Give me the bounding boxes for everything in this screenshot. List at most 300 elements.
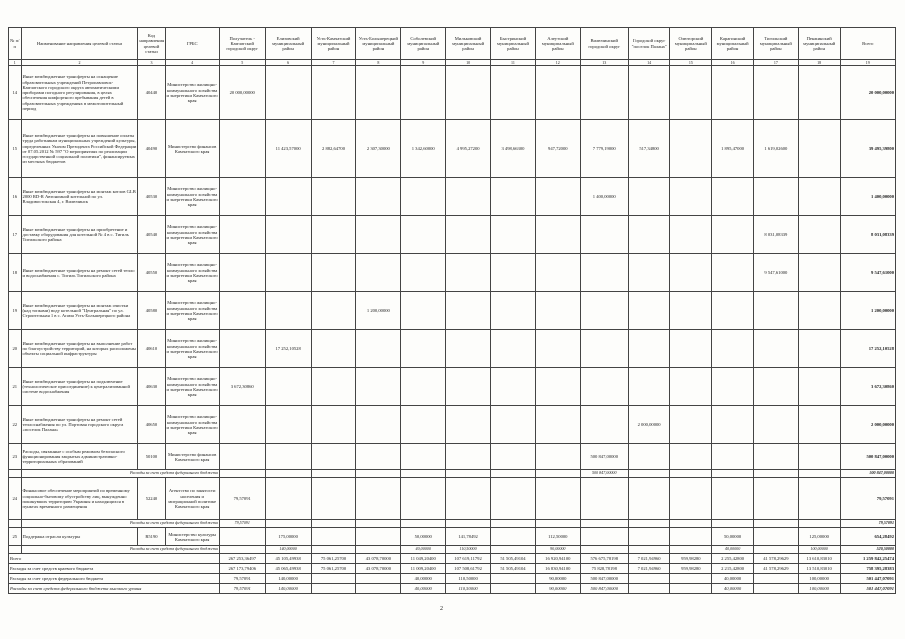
- value-cell: [535, 292, 580, 330]
- value-cell: [753, 292, 798, 330]
- column-header: Всего: [840, 28, 895, 60]
- value-cell: [311, 470, 356, 478]
- value-cell: [311, 254, 356, 292]
- row-code: 40650: [138, 406, 165, 444]
- value-cell: [798, 120, 840, 178]
- value-cell: [670, 216, 712, 254]
- value-cell: [580, 330, 628, 368]
- table-row: [9, 368, 896, 406]
- column-number: 12: [535, 60, 580, 66]
- column-header: Мильковский муниципальный район: [446, 28, 491, 60]
- totals-value: 110,50000: [446, 584, 491, 594]
- value-cell: [265, 444, 311, 470]
- value-cell: [265, 216, 311, 254]
- totals-value: 43 078,70000: [356, 564, 401, 574]
- totals-value: 90,00000: [535, 574, 580, 584]
- row-name: Иные межбюджетные трансферты на монтаж котлов GLB 2000 RD-R Автономной котельной по ул. Владивостокская 4, г. Вилючинск: [21, 178, 138, 216]
- value-cell: 500 847,00000: [580, 470, 628, 478]
- value-cell: [712, 368, 754, 406]
- value-cell: [670, 520, 712, 528]
- value-cell: [798, 444, 840, 470]
- value-cell: [446, 470, 491, 478]
- column-header: № п/п: [9, 28, 22, 60]
- row-number: 15: [9, 120, 22, 178]
- value-cell: [401, 478, 446, 520]
- column-header: Усть-Большерецкий муниципальный район: [356, 28, 401, 60]
- value-cell: [580, 216, 628, 254]
- total-cell: 20 000,00000: [840, 66, 895, 120]
- row-name: Иные межбюджетные трансферты на монтаж очистки (над топками) воду котельной "Центральная" по ул. Строительная 1 в с. Апача Усть-Большерецкого района: [21, 292, 138, 330]
- value-cell: [446, 178, 491, 216]
- table-row: [9, 254, 896, 292]
- row-code: 40580: [138, 292, 165, 330]
- row-grbs: Министерство жилищно-коммунального хозяйства и энергетики Камчатского края: [165, 216, 219, 254]
- total-cell: 500 847,00000: [840, 444, 895, 470]
- row-grbs: Министерство жилищно-коммунального хозяйства и энергетики Камчатского края: [165, 330, 219, 368]
- value-cell: [219, 120, 265, 178]
- totals-value: 267 173,79406: [219, 564, 265, 574]
- column-header: Олюторский муниципальный район: [670, 28, 712, 60]
- totals-value: [491, 574, 536, 584]
- table-row: [9, 444, 896, 470]
- value-cell: [401, 444, 446, 470]
- value-cell: [535, 330, 580, 368]
- value-cell: [712, 330, 754, 368]
- totals-value: 40,00000: [401, 574, 446, 584]
- totals-value: 41 578,29629: [753, 564, 798, 574]
- row-name: Поддержка отрасли культуры: [21, 528, 138, 546]
- column-number: 19: [840, 60, 895, 66]
- value-cell: 100,00000: [798, 546, 840, 554]
- value-cell: [491, 368, 536, 406]
- value-cell: 3 672,30860: [219, 368, 265, 406]
- row-name: Финансовое обеспечение мероприятий по временному социально-бытовому обустройству лиц, вынужденно покинувших территорию Украины и находящихся в пунктах временного размещения: [21, 478, 138, 520]
- value-cell: [628, 470, 670, 478]
- value-cell: [356, 444, 401, 470]
- value-cell: [670, 254, 712, 292]
- value-cell: [798, 368, 840, 406]
- value-cell: 90,00000: [535, 546, 580, 554]
- value-cell: [311, 478, 356, 520]
- totals-value: 79,57091: [219, 574, 265, 584]
- value-cell: [753, 178, 798, 216]
- totals-value: [311, 574, 356, 584]
- row-name: Иные межбюджетные трансферты на подключение (технологическое присоединение) к централизованной системе водоснабжения: [21, 368, 138, 406]
- value-cell: [446, 254, 491, 292]
- total-cell: 9 547,61000: [840, 254, 895, 292]
- value-cell: [219, 292, 265, 330]
- total-cell: 520,50000: [840, 546, 895, 554]
- column-header: Быстринский муниципальный район: [491, 28, 536, 60]
- value-cell: [670, 66, 712, 120]
- value-cell: [753, 444, 798, 470]
- row-number: 25: [9, 528, 22, 546]
- column-header: Вилючинский городской округ: [580, 28, 628, 60]
- value-cell: [311, 528, 356, 546]
- totals-value: 45 105,49938: [265, 554, 311, 564]
- total-cell: 1 200,00000: [840, 292, 895, 330]
- value-cell: [535, 66, 580, 120]
- value-cell: [491, 292, 536, 330]
- row-number: 16: [9, 178, 22, 216]
- column-number: 4: [165, 60, 219, 66]
- row-number: 19: [9, 292, 22, 330]
- value-cell: [265, 178, 311, 216]
- totals-value: 75 061,25700: [311, 554, 356, 564]
- column-number: 10: [446, 60, 491, 66]
- totals-value: 90,00000: [535, 584, 580, 594]
- value-cell: 2 882,64700: [311, 120, 356, 178]
- column-header: Получатель - Камчатский городской округ: [219, 28, 265, 60]
- row-name: Иные межбюджетные трансферты на выполнение работ по благоустройству территорий, на которых расположены объекты социальной инфраструктуры: [21, 330, 138, 368]
- totals-value: 140,00000: [265, 574, 311, 584]
- value-cell: [712, 178, 754, 216]
- value-cell: [798, 178, 840, 216]
- value-cell: [446, 444, 491, 470]
- column-header: Соболевский муниципальный район: [401, 28, 446, 60]
- value-cell: [491, 528, 536, 546]
- value-cell: [670, 330, 712, 368]
- totals-value: 43 078,70000: [356, 554, 401, 564]
- value-cell: 141,78492: [446, 528, 491, 546]
- value-cell: [580, 292, 628, 330]
- value-cell: [446, 368, 491, 406]
- totals-value: 107 619,11792: [446, 554, 491, 564]
- total-cell: 3 672,30860: [840, 368, 895, 406]
- row-name: Иные межбюджетные трансферты на ремонт сетей тепло и водоснабжения с. Тигиль Тигильского района: [21, 254, 138, 292]
- value-cell: [798, 478, 840, 520]
- row-name: Иные межбюджетные трансферты на ремонт сетей теплоснабжения по ул. Портовая городского округа «поселок Палана»: [21, 406, 138, 444]
- value-cell: [712, 444, 754, 470]
- value-cell: [712, 406, 754, 444]
- column-header: Алеутский муниципальный район: [535, 28, 580, 60]
- value-cell: [401, 470, 446, 478]
- value-cell: [356, 66, 401, 120]
- value-cell: [446, 216, 491, 254]
- totals-row: [9, 574, 896, 584]
- row-number-cell: [9, 470, 22, 478]
- totals-value: 41 578,29629: [753, 554, 798, 564]
- budget-table: [8, 27, 896, 594]
- value-cell: [491, 520, 536, 528]
- totals-value: 79,57091: [219, 584, 265, 594]
- column-number: 2: [21, 60, 138, 66]
- totals-value: 75 828,78198: [580, 564, 628, 574]
- value-cell: [265, 292, 311, 330]
- column-number: 5: [219, 60, 265, 66]
- value-cell: [356, 254, 401, 292]
- value-cell: [311, 66, 356, 120]
- value-cell: [265, 66, 311, 120]
- value-cell: [265, 406, 311, 444]
- totals-row: [9, 584, 896, 594]
- value-cell: [535, 406, 580, 444]
- row-number-cell: [9, 520, 22, 528]
- value-cell: [356, 520, 401, 528]
- totals-value: 13 510,83010: [798, 564, 840, 574]
- row-number: 20: [9, 330, 22, 368]
- value-cell: [311, 406, 356, 444]
- column-number: 3: [138, 60, 165, 66]
- value-cell: 1 895,47000: [712, 120, 754, 178]
- value-cell: 50,00000: [712, 528, 754, 546]
- value-cell: [628, 528, 670, 546]
- totals-value: 959,98280: [670, 554, 712, 564]
- table-subrow: [9, 546, 896, 554]
- value-cell: 517,34800: [628, 120, 670, 178]
- totals-value: 267 253,36497: [219, 554, 265, 564]
- value-cell: [356, 470, 401, 478]
- totals-value: 107 508,61792: [446, 564, 491, 574]
- subrow-label: Расходы за счет средств федерального бюджета: [21, 470, 219, 478]
- value-cell: [670, 292, 712, 330]
- value-cell: 8 031,08339: [753, 216, 798, 254]
- row-number: 14: [9, 66, 22, 120]
- totals-value: [356, 574, 401, 584]
- value-cell: [753, 330, 798, 368]
- totals-row: [9, 554, 896, 564]
- value-cell: [628, 178, 670, 216]
- column-number: 7: [311, 60, 356, 66]
- row-code: 40530: [138, 178, 165, 216]
- totals-value: 2 215,42800: [712, 564, 754, 574]
- value-cell: [401, 292, 446, 330]
- value-cell: [753, 368, 798, 406]
- value-cell: 79,57091: [219, 520, 265, 528]
- value-cell: [401, 66, 446, 120]
- value-cell: [712, 66, 754, 120]
- column-header: Городской округ "поселок Палана": [628, 28, 670, 60]
- totals-value: 100,00000: [798, 574, 840, 584]
- value-cell: 1 619,02600: [753, 120, 798, 178]
- table-row: [9, 478, 896, 520]
- value-cell: [535, 520, 580, 528]
- totals-total: 501 447,07091: [840, 584, 895, 594]
- totals-row: [9, 564, 896, 574]
- value-cell: [219, 254, 265, 292]
- row-grbs: Министерство жилищно-коммунального хозяйства и энергетики Камчатского края: [165, 406, 219, 444]
- totals-value: 45 065,49938: [265, 564, 311, 574]
- totals-value: 40,00000: [712, 574, 754, 584]
- value-cell: 140,00000: [265, 546, 311, 554]
- value-cell: 2 307,30000: [356, 120, 401, 178]
- value-cell: [446, 520, 491, 528]
- value-cell: [491, 546, 536, 554]
- value-cell: [356, 546, 401, 554]
- value-cell: 947,72000: [535, 120, 580, 178]
- value-cell: [580, 368, 628, 406]
- value-cell: [798, 216, 840, 254]
- column-header: Код направления целевой статьи: [138, 28, 165, 60]
- totals-value: 500 847,00000: [580, 584, 628, 594]
- value-cell: 20 000,00000: [219, 66, 265, 120]
- total-cell: 2 000,00000: [840, 406, 895, 444]
- value-cell: [219, 470, 265, 478]
- value-cell: [580, 528, 628, 546]
- table-subrow: [9, 520, 896, 528]
- value-cell: [356, 178, 401, 216]
- column-number: 6: [265, 60, 311, 66]
- value-cell: [446, 330, 491, 368]
- column-number: 17: [753, 60, 798, 66]
- totals-value: [628, 574, 670, 584]
- row-name: Иные межбюджетные трансферты на оснащение образовательных учреждений Петропавловск-Камчатского городского округа автоматическими приборами погодного регулирования, в целях обеспечения комфортного пребывания детей в образовательных учреждениях в межотопительный период: [21, 66, 138, 120]
- value-cell: 112,50000: [535, 528, 580, 546]
- value-cell: 1 342,60000: [401, 120, 446, 178]
- value-cell: [670, 478, 712, 520]
- totals-value: 959,98280: [670, 564, 712, 574]
- value-cell: [356, 406, 401, 444]
- value-cell: [712, 216, 754, 254]
- totals-value: 13 610,83010: [798, 554, 840, 564]
- row-code: 50100: [138, 444, 165, 470]
- row-code: 40490: [138, 120, 165, 178]
- value-cell: 110,50000: [446, 546, 491, 554]
- value-cell: [580, 66, 628, 120]
- row-code: R5190: [138, 528, 165, 546]
- value-cell: [798, 66, 840, 120]
- totals-value: [670, 584, 712, 594]
- column-header: Пенжинский муниципальный район: [798, 28, 840, 60]
- column-number: 18: [798, 60, 840, 66]
- value-cell: [491, 478, 536, 520]
- totals-value: 16 920,94100: [535, 554, 580, 564]
- value-cell: [670, 178, 712, 216]
- value-cell: [628, 66, 670, 120]
- table-row: [9, 120, 896, 178]
- totals-value: 576 675,78198: [580, 554, 628, 564]
- table-row: [9, 216, 896, 254]
- column-number: 11: [491, 60, 536, 66]
- subrow-label: Расходы за счет средств федерального бюджета: [21, 520, 219, 528]
- value-cell: [265, 470, 311, 478]
- value-cell: [401, 330, 446, 368]
- totals-value: [356, 584, 401, 594]
- total-cell: 1 400,00000: [840, 178, 895, 216]
- value-cell: 11 423,57000: [265, 120, 311, 178]
- value-cell: 79,57091: [219, 478, 265, 520]
- column-header: Карагинский муниципальный район: [712, 28, 754, 60]
- row-code: 52240: [138, 478, 165, 520]
- value-cell: [535, 216, 580, 254]
- row-number: 18: [9, 254, 22, 292]
- value-cell: [628, 292, 670, 330]
- value-cell: [401, 178, 446, 216]
- value-cell: [798, 292, 840, 330]
- value-cell: [311, 520, 356, 528]
- value-cell: [798, 254, 840, 292]
- column-header: Усть-Камчатский муниципальный район: [311, 28, 356, 60]
- column-number: 1: [9, 60, 22, 66]
- value-cell: [580, 546, 628, 554]
- column-number: 16: [712, 60, 754, 66]
- value-cell: [712, 478, 754, 520]
- totals-value: [753, 584, 798, 594]
- total-cell: 8 031,08339: [840, 216, 895, 254]
- table-row: [9, 406, 896, 444]
- table-subrow: [9, 470, 896, 478]
- totals-value: 100,00000: [798, 584, 840, 594]
- subrow-label: Расходы за счет средств федерального бюджета: [21, 546, 219, 554]
- value-cell: [535, 178, 580, 216]
- value-cell: [670, 444, 712, 470]
- value-cell: [311, 546, 356, 554]
- column-header: Наименование направления целевой статьи: [21, 28, 138, 60]
- row-grbs: Агентство по занятости населения и миграционной политике Камчатского края: [165, 478, 219, 520]
- value-cell: [628, 254, 670, 292]
- value-cell: [712, 254, 754, 292]
- total-cell: 500 847,00000: [840, 470, 895, 478]
- row-code: 40610: [138, 330, 165, 368]
- row-code: 40550: [138, 254, 165, 292]
- value-cell: [628, 330, 670, 368]
- totals-value: [628, 584, 670, 594]
- value-cell: [753, 520, 798, 528]
- value-cell: [535, 254, 580, 292]
- row-code: 40630: [138, 368, 165, 406]
- value-cell: [753, 406, 798, 444]
- total-cell: 654,28492: [840, 528, 895, 546]
- row-name: Иные межбюджетные трансферты на приобретение и доставку оборудования для котельной № 4 в с. Тигиль Тигильского района: [21, 216, 138, 254]
- value-cell: [535, 470, 580, 478]
- value-cell: [753, 478, 798, 520]
- totals-value: [491, 584, 536, 594]
- totals-value: 16 830,94100: [535, 564, 580, 574]
- total-cell: 79,57091: [840, 520, 895, 528]
- row-name: Иные межбюджетные трансферты на повышение оплаты труда работникам муниципальных учреждений культуры, определенных Указом Президента Российской Федерации от 07.05.2012 № 597 "О мероприятиях по реализации государственной социальной политики", финансируемых из местных бюджетов: [21, 120, 138, 178]
- value-cell: 9 547,61000: [753, 254, 798, 292]
- value-cell: [491, 406, 536, 444]
- value-cell: 500 847,00000: [580, 444, 628, 470]
- value-cell: [491, 330, 536, 368]
- total-cell: 79,57091: [840, 478, 895, 520]
- value-cell: [356, 478, 401, 520]
- row-number: 23: [9, 444, 22, 470]
- totals-value: 500 847,00000: [580, 574, 628, 584]
- value-cell: [798, 406, 840, 444]
- value-cell: 40,00000: [401, 546, 446, 554]
- value-cell: [628, 478, 670, 520]
- value-cell: [753, 66, 798, 120]
- totals-value: 75 061,25700: [311, 564, 356, 574]
- value-cell: 4 995,27200: [446, 120, 491, 178]
- value-cell: 3 498,66300: [491, 120, 536, 178]
- value-cell: 175,00000: [265, 528, 311, 546]
- value-cell: [712, 470, 754, 478]
- total-cell: 17 252,10528: [840, 330, 895, 368]
- value-cell: [491, 66, 536, 120]
- table-row: [9, 292, 896, 330]
- value-cell: [219, 330, 265, 368]
- table-body: [9, 66, 896, 594]
- value-cell: 50,00000: [401, 528, 446, 546]
- value-cell: [401, 406, 446, 444]
- column-number: 13: [580, 60, 628, 66]
- totals-value: [753, 574, 798, 584]
- row-grbs: Министерство жилищно-коммунального хозяйства и энергетики Камчатского края: [165, 66, 219, 120]
- value-cell: [628, 368, 670, 406]
- value-cell: [628, 216, 670, 254]
- totals-total: 758 395,28383: [840, 564, 895, 574]
- totals-value: 7 021,94960: [628, 564, 670, 574]
- value-cell: [265, 368, 311, 406]
- totals-total: 1 259 842,25474: [840, 554, 895, 564]
- row-number-cell: [9, 546, 22, 554]
- row-number: 21: [9, 368, 22, 406]
- value-cell: [670, 546, 712, 554]
- value-cell: 1 200,00000: [356, 292, 401, 330]
- row-name: Расходы, связанные с особым режимом безопасного функционирования закрытых административно-территориальных образований: [21, 444, 138, 470]
